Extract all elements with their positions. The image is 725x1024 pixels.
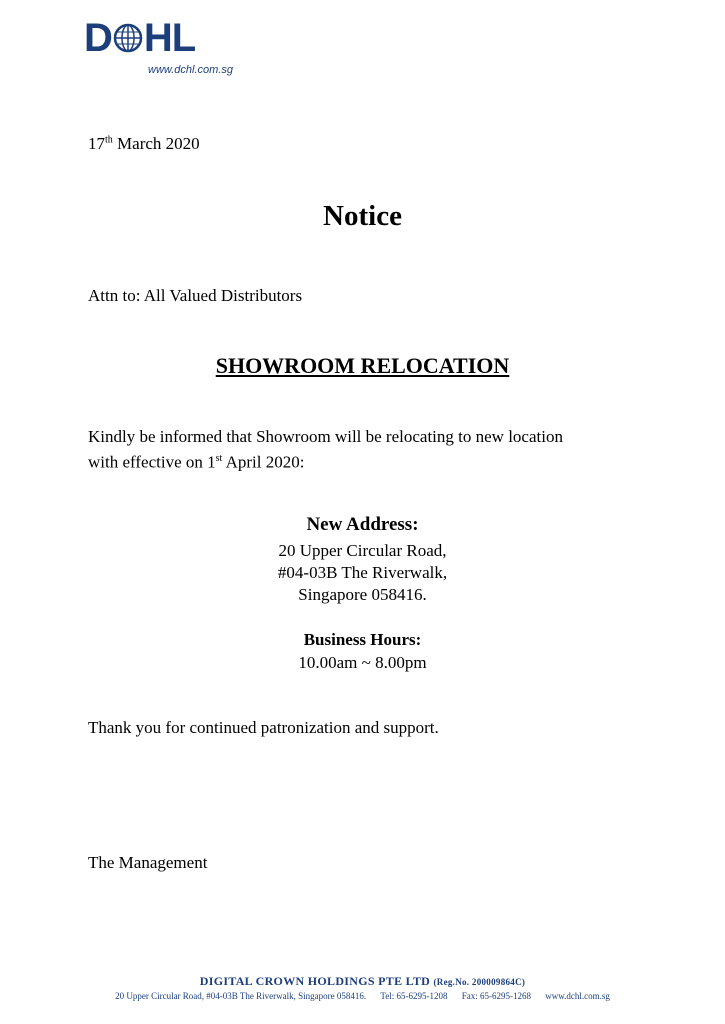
body-line-1: Kindly be informed that Showroom will be relocating to new location xyxy=(88,427,563,446)
footer-address: 20 Upper Circular Road, #04-03B The Riverwalk, Singapore 058416. xyxy=(115,991,367,1001)
thanks-line: Thank you for continued patronization and support. xyxy=(88,718,439,737)
globe-icon xyxy=(113,23,143,53)
footer-contact xyxy=(0,991,725,1001)
body-line-2: with effective on 1st April 2020: xyxy=(88,452,305,472)
address-line-1: 20 Upper Circular Road, xyxy=(278,541,447,560)
signoff: The Management xyxy=(88,853,208,872)
address-line-2: #04-03B The Riverwalk, xyxy=(277,563,448,582)
footer-reg-number: (Reg.No. 200009864C) xyxy=(433,977,526,987)
body-paragraph xyxy=(88,426,648,474)
footer-tel: Tel: 65-6295-1208 xyxy=(380,991,448,1001)
logo-letter-d: D xyxy=(84,16,112,60)
subject-heading: SHOWROOM RELOCATION xyxy=(215,353,510,378)
footer-web: www.dchl.com.sg xyxy=(545,991,610,1001)
address-lines xyxy=(0,540,725,606)
notice-date: 17th March 2020 xyxy=(88,134,200,153)
page-title: Notice xyxy=(323,200,402,232)
address-line-3: Singapore 058416. xyxy=(298,585,427,604)
attention-line: Attn to: All Valued Distributors xyxy=(88,286,303,305)
logo-letters-hl: HL xyxy=(143,16,196,60)
footer-company-name: DIGITAL CROWN HOLDINGS PTE LTD xyxy=(199,974,431,988)
hours-heading: Business Hours: xyxy=(303,630,422,649)
address-heading: New Address: xyxy=(306,514,419,535)
company-logo xyxy=(84,14,244,80)
logo-url: www.dchl.com.sg xyxy=(148,64,233,76)
footer-fax: Fax: 65-6295-1268 xyxy=(461,991,531,1001)
hours-value: 10.00am ~ 8.00pm xyxy=(298,653,427,672)
logo-wordmark xyxy=(84,14,195,62)
footer-company xyxy=(0,974,725,989)
